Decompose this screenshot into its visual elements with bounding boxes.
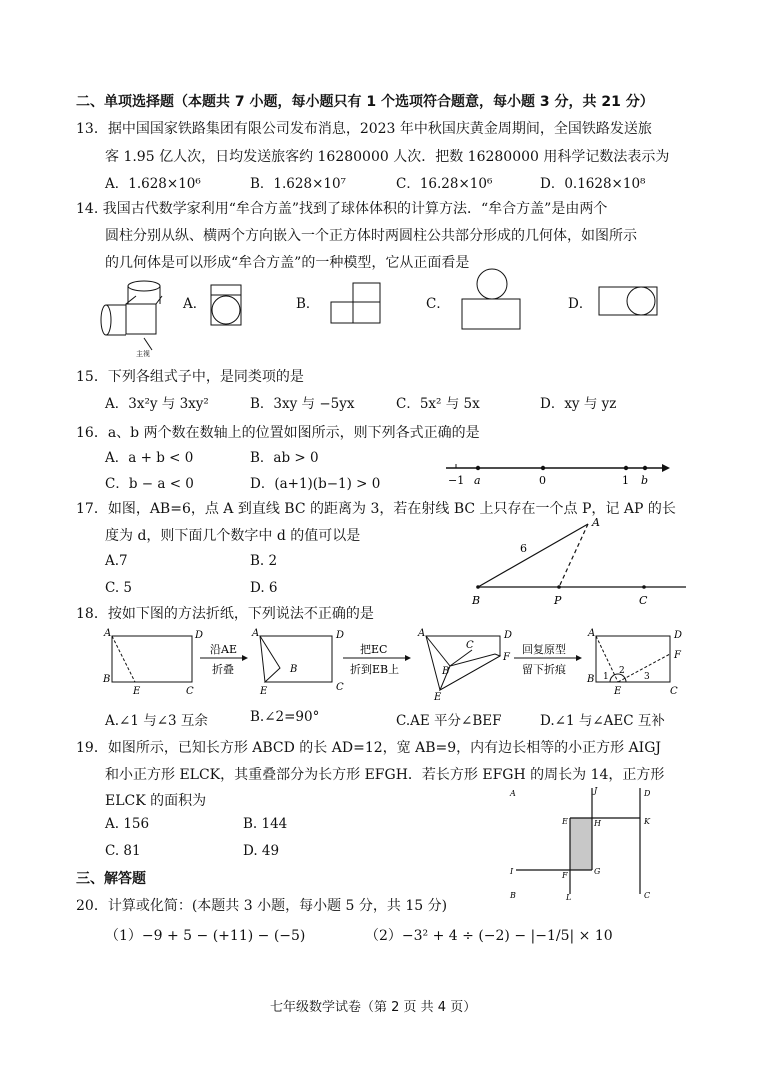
q19-option-d[interactable]: D. 49: [243, 843, 280, 859]
fig17-length-label: 6: [520, 542, 527, 555]
svg-text:G: G: [594, 867, 601, 876]
q19-line3: ELCK 的面积为: [105, 793, 207, 809]
q14-option-c-figure: [458, 266, 524, 332]
svg-text:B: B: [510, 891, 516, 900]
svg-text:A: A: [104, 628, 112, 639]
arrow2-top-label: 把EC: [360, 643, 388, 656]
svg-text:K: K: [644, 817, 650, 826]
fig17-label-c: C: [639, 594, 648, 607]
svg-text:D: D: [644, 789, 651, 798]
q16-option-a[interactable]: A．a + b < 0: [105, 450, 194, 466]
q14-option-b[interactable]: B．: [296, 296, 320, 312]
q16-option-b[interactable]: B．ab > 0: [250, 450, 319, 466]
q19-line2: 和小正方形 ELCK，其重叠部分为长方形 EFGH．若长方形 EFGH 的周长为 14，正方形: [105, 767, 665, 783]
svg-text:D: D: [336, 630, 345, 641]
q14-line1: 14. 我国古代数学家利用“牟合方盖”找到了球体体积的计算方法．“牟合方盖”是由两个: [76, 201, 608, 217]
svg-text:D: D: [674, 630, 683, 641]
axis-label-neg1: −1: [448, 474, 465, 487]
q19-option-b[interactable]: B. 144: [243, 816, 288, 832]
svg-text:E: E: [614, 686, 622, 697]
q18-option-b[interactable]: B.∠2=90°: [250, 709, 320, 725]
q17-figure: [468, 512, 690, 608]
svg-text:C: C: [644, 891, 651, 900]
q15-option-b[interactable]: B．3xy 与 −5yx: [250, 396, 355, 412]
svg-text:2: 2: [619, 666, 625, 676]
arrow1-top-label: 沿AE: [210, 643, 237, 656]
svg-text:D: D: [504, 630, 513, 641]
q13-line2: 客 1.95 亿人次，日均发送旅客约 16280000 人次．把数 16280000 用科学记数法表示为: [105, 149, 670, 165]
q19-line1: 19．如图所示，已知长方形 ABCD 的长 AD=12，宽 AB=9，内有边长相等的小正方形 AIGJ: [76, 740, 662, 756]
svg-text:B: B: [587, 674, 595, 685]
arrow3-bottom-label: 留下折痕: [522, 663, 566, 676]
q13-option-d[interactable]: D．0.1628×10⁸: [540, 176, 646, 192]
page-footer: 七年级数学试卷（第 2 页 共 4 页）: [270, 1000, 477, 1015]
svg-text:C: C: [336, 682, 344, 693]
q19-figure: [504, 782, 664, 904]
section-heading-solution: 三、解答题: [76, 871, 146, 887]
q19-option-a[interactable]: A. 156: [105, 816, 150, 832]
svg-text:D: D: [195, 630, 204, 641]
svg-text:I: I: [510, 867, 514, 876]
q20-part1: （1）−9 + 5 − (+11) − (−5): [105, 928, 306, 944]
q17-line2: 度为 d，则下面几个数字中 d 的值可以是: [105, 528, 361, 544]
svg-text:E: E: [133, 686, 141, 697]
q17-option-d[interactable]: D. 6: [250, 580, 278, 596]
q13-option-a[interactable]: A．1.628×10⁶: [105, 176, 201, 192]
q20-part2: （2）−3² + 4 ÷ (−2) − |−1/5| × 10: [365, 928, 613, 944]
q14-option-a[interactable]: A．: [183, 296, 207, 312]
fig17-label-a: A: [592, 516, 600, 529]
q17-option-c[interactable]: C. 5: [105, 580, 133, 596]
axis-label-b: b: [641, 474, 649, 487]
q16-stem: 16．a、b 两个数在数轴上的位置如图所示，则下列各式正确的是: [76, 425, 480, 441]
q14-option-b-figure: [328, 280, 384, 326]
q14-option-d[interactable]: D．: [568, 296, 593, 312]
q17-option-a[interactable]: A.7: [105, 553, 128, 569]
svg-text:C: C: [670, 686, 678, 697]
axis-label-a: a: [474, 474, 481, 487]
svg-text:A: A: [252, 628, 260, 639]
svg-text:F: F: [562, 871, 568, 880]
svg-text:A: A: [418, 628, 426, 639]
svg-text:B: B: [103, 674, 111, 685]
svg-text:J: J: [594, 786, 598, 795]
svg-text:E: E: [260, 686, 268, 697]
svg-text:F: F: [674, 650, 681, 661]
q15-option-d[interactable]: D．xy 与 yz: [540, 396, 617, 412]
svg-text:3: 3: [644, 672, 650, 682]
axis-label-0: 0: [539, 474, 546, 487]
q13-option-c[interactable]: C．16.28×10⁶: [396, 176, 493, 192]
q14-front-label: 主视: [136, 350, 150, 358]
svg-text:H: H: [594, 819, 601, 828]
q18-option-a[interactable]: A.∠1 与∠3 互余: [105, 713, 208, 729]
svg-text:1: 1: [603, 672, 609, 682]
q18-folding-figure: [100, 624, 690, 700]
q14-model-figure: [96, 278, 168, 358]
svg-text:E: E: [562, 817, 568, 826]
q14-option-c[interactable]: C．: [426, 296, 450, 312]
q18-option-c[interactable]: C.AE 平分∠BEF: [396, 713, 502, 729]
q14-line3: 的几何体是可以形成“牟合方盖”的一种模型，它从正面看是: [105, 255, 470, 271]
q15-stem: 15．下列各组式子中，是同类项的是: [76, 369, 304, 385]
svg-text:L: L: [566, 893, 572, 902]
q16-number-line: [440, 458, 672, 490]
svg-text:A: A: [588, 628, 596, 639]
q14-line2: 圆柱分别从纵、横两个方向嵌入一个正方体时两圆柱公共部分形成的几何体，如图所示: [105, 228, 637, 244]
svg-text:C: C: [186, 686, 194, 697]
arrow3-top-label: 回复原型: [522, 643, 566, 656]
q20-stem: 20．计算或化简：(本题共 3 小题，每小题 5 分，共 15 分): [76, 898, 448, 914]
q15-option-a[interactable]: A．3x²y 与 3xy²: [105, 396, 209, 412]
q15-option-c[interactable]: C．5x² 与 5x: [396, 396, 480, 412]
q16-option-d[interactable]: D．(a+1)(b−1) > 0: [250, 476, 381, 492]
q13-option-b[interactable]: B．1.628×10⁷: [250, 176, 346, 192]
q14-option-d-figure: [596, 284, 662, 318]
svg-text:C: C: [466, 640, 474, 651]
q14-option-a-figure: [208, 282, 244, 328]
fig17-label-p: P: [554, 594, 562, 607]
svg-text:F: F: [503, 652, 510, 663]
svg-text:E: E: [434, 692, 442, 700]
svg-text:A: A: [510, 789, 516, 798]
q18-option-d[interactable]: D.∠1 与∠AEC 互补: [540, 713, 665, 729]
axis-label-1: 1: [622, 474, 629, 487]
svg-text:B: B: [442, 666, 450, 677]
arrow1-bottom-label: 折叠: [212, 663, 234, 676]
fig17-label-b: B: [472, 594, 481, 607]
q17-line1: 17．如图，AB=6，点 A 到直线 BC 的距离为 3，若在射线 BC 上只存在一个点 P，记 AP 的长: [76, 501, 676, 517]
q17-option-b[interactable]: B. 2: [250, 553, 278, 569]
section-heading-choice: 二、单项选择题（本题共 7 小题，每小题只有 1 个选项符合题意，每小题 3 分，共 21 分）: [76, 94, 654, 110]
q19-option-c[interactable]: C. 81: [105, 843, 141, 859]
svg-text:B: B: [290, 664, 298, 675]
q18-stem: 18．按如下图的方法折纸，下列说法不正确的是: [76, 606, 374, 622]
arrow2-bottom-label: 折到EB上: [350, 663, 400, 676]
q16-option-c[interactable]: C．b − a < 0: [105, 476, 194, 492]
q13-line1: 13．据中国国家铁路集团有限公司发布消息，2023 年中秋国庆黄金周期间，全国铁路发送旅: [76, 121, 652, 137]
